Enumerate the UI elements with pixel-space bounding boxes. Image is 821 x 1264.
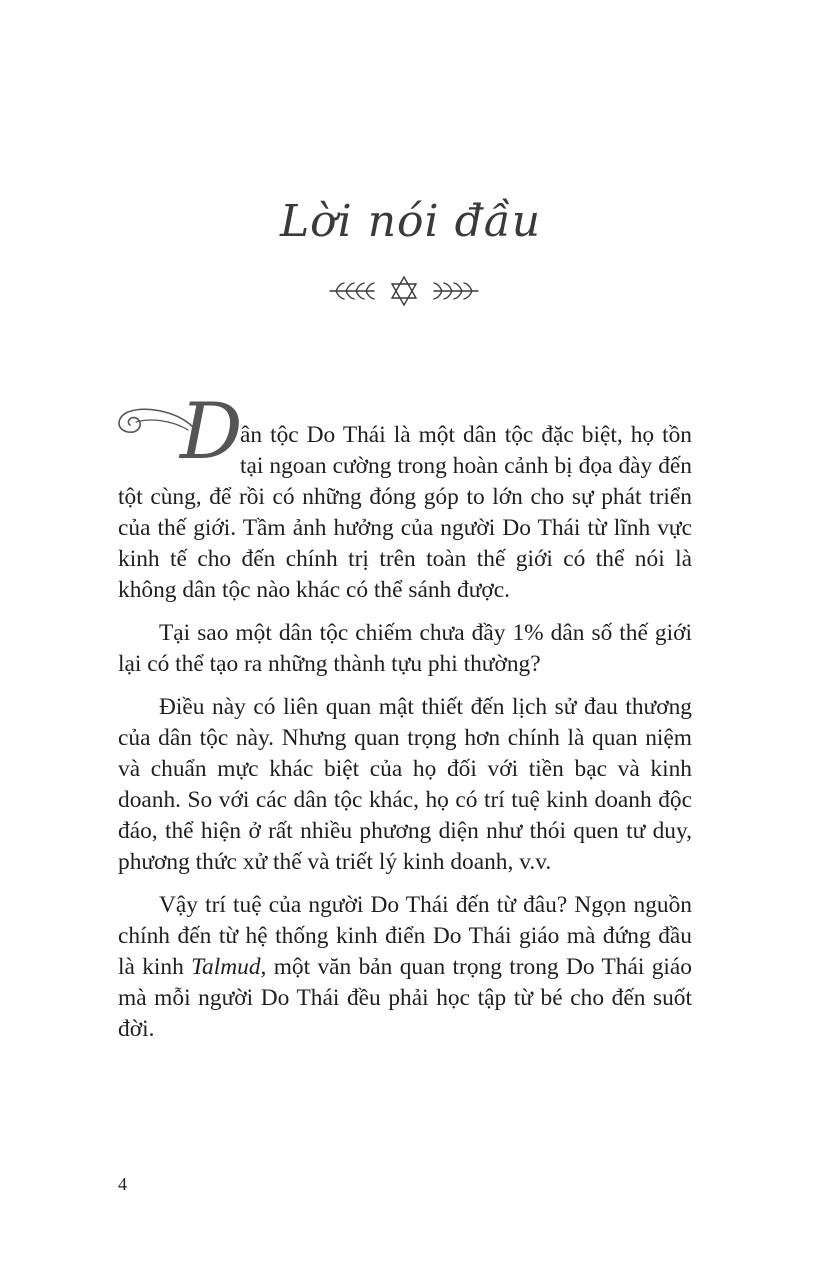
paragraph-3: Điều này có liên quan mật thiết đến lịch sử đau thương của dân tộc này. Nhưng quan trọng hơn chính là quan niệm và chuẩn mực khác biệt của họ đối với tiền bạc và kinh doanh. So với các dân tộc khác, họ có trí tuệ kinh doanh độc đáo, thể hiện ở rất nhiều phương diện như thói quen tư duy, phương thức xử thế và triết lý kinh doanh, v.v. [118, 694, 692, 875]
paragraph-2: Tại sao một dân tộc chiếm chưa đầy 1% dân số thế giới lại có thể tạo ra những thành tựu phi thường? [118, 620, 692, 677]
talmud-italic: Talmud, [191, 954, 267, 980]
paragraph-4 [118, 890, 692, 1045]
page-number: 4 [118, 1174, 127, 1194]
paragraph-1 [118, 387, 692, 606]
preface-body [118, 387, 692, 1057]
paragraph-1-text: ân tộc Do Thái là một dân tộc đặc biệt, họ tồn tại ngoan cường trong hoàn cảnh bị đọa đày đến tột cùng, để rồi có những đóng góp to lớn cho sự phát triển của thế giới. Tầm ảnh hưởng của người Do Thái từ lĩnh vực kinh tế cho đến chính trị trên toàn thế giới có thể nói là không dân tộc nào khác có thể sánh được. [118, 422, 692, 603]
paragraph-4-text-a: Vậy trí tuệ của người Do Thái đến từ đâu? Ngọn nguồn chính đến từ hệ thống kinh điển Do Thái giáo mà đứng đầu là kinh [118, 892, 692, 980]
drop-cap-letter: D [180, 387, 243, 477]
drop-cap [114, 387, 243, 477]
star-of-david-ornament-icon [328, 274, 480, 308]
paragraph-4-text-b: một văn bản quan trọng trong Do Thái giáo mà mỗi người Do Thái đều phải học tập từ bé cho đến suốt đời. [118, 954, 692, 1042]
chapter-title: Lời nói đầu [279, 196, 542, 247]
